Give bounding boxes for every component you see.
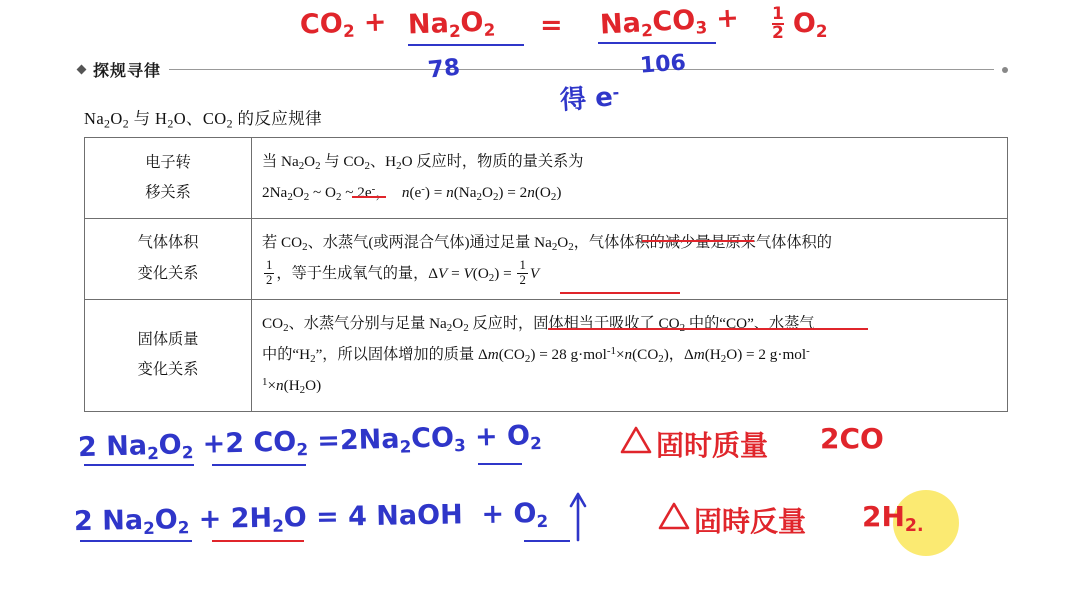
handwriting-note-2-result: 2H2. <box>862 500 924 537</box>
handwriting-top-eq-half: $\frac{1}{2}$ O2 <box>772 4 828 43</box>
row-key-gas-volume: 气体体积 变化关系 <box>85 218 252 299</box>
handwriting-mass-106: 106 <box>639 50 687 79</box>
handwriting-mass-78: 78 <box>426 54 462 84</box>
handwriting-top-eq-na2o2: Na2O2 <box>407 6 496 42</box>
handwriting-equation-2: 2 Na2O2 + 2H2O = 4 NaOH + O2 <box>73 498 549 538</box>
handwriting-get-electron: 得 e- <box>559 82 620 117</box>
row-key-electron-transfer: 电子转 移关系 <box>85 138 252 219</box>
handwriting-top-eq-left: CO2 + <box>299 6 387 42</box>
handwriting-note-1-result: 2CO <box>820 422 884 455</box>
row-value-electron-transfer: 当 $Na_2O_2$ 与 $CO_2$、$H_2O$ 反应时，物质的量关系为 $2Na_2O_2$ ~ $O_2$ ~ 2e-， $n(e^-) = n(Na_2O_2) = 2n(O_2)$ <box>252 138 1008 219</box>
row-value-solid-mass: $CO_2$、水蒸气分别与足量 $Na_2O_2$ 反应时，固体相当于吸收了 $CO_2$ 中的“CO”、水蒸气 中的“$H_2$”，所以固体增加的质量 $\Delta m(CO_2) = 28$ $g\cdot mol^{-1}\times n(CO_2)$，$\Delta m(H_2O) = 2$ g·mol- $^1\times n(H_2O)$ <box>252 299 1008 411</box>
row-key-solid-mass: 固体质量 变化关系 <box>85 299 252 411</box>
handwriting-top-eq-right: Na2CO3 + <box>599 2 740 41</box>
handwriting-top-eq-equals: = <box>540 10 563 41</box>
row-value-gas-volume: 若 $CO_2$、水蒸气(或两混合气体)通过足量 $Na_2O_2$，气体体积的减少量是原来气体体积的 $\frac{1}{2}$ ，等于生成氧气的量，$\Delta V = V(O_2)$ = $\frac{1}{2}$ V <box>252 218 1008 299</box>
subtitle: $Na_2O_2$ 与 $H_2O$、$CO_2$ 的反应规律 <box>84 109 322 131</box>
handwriting-equation-1: 2 Na2O2 +2 CO2 =2Na2CO3 + O2 <box>77 420 543 464</box>
section-title: 探规寻律 <box>93 63 162 80</box>
handwriting-note-2: 固時反量 <box>694 505 807 538</box>
handwriting-note-1: 固时质量 <box>656 429 769 462</box>
